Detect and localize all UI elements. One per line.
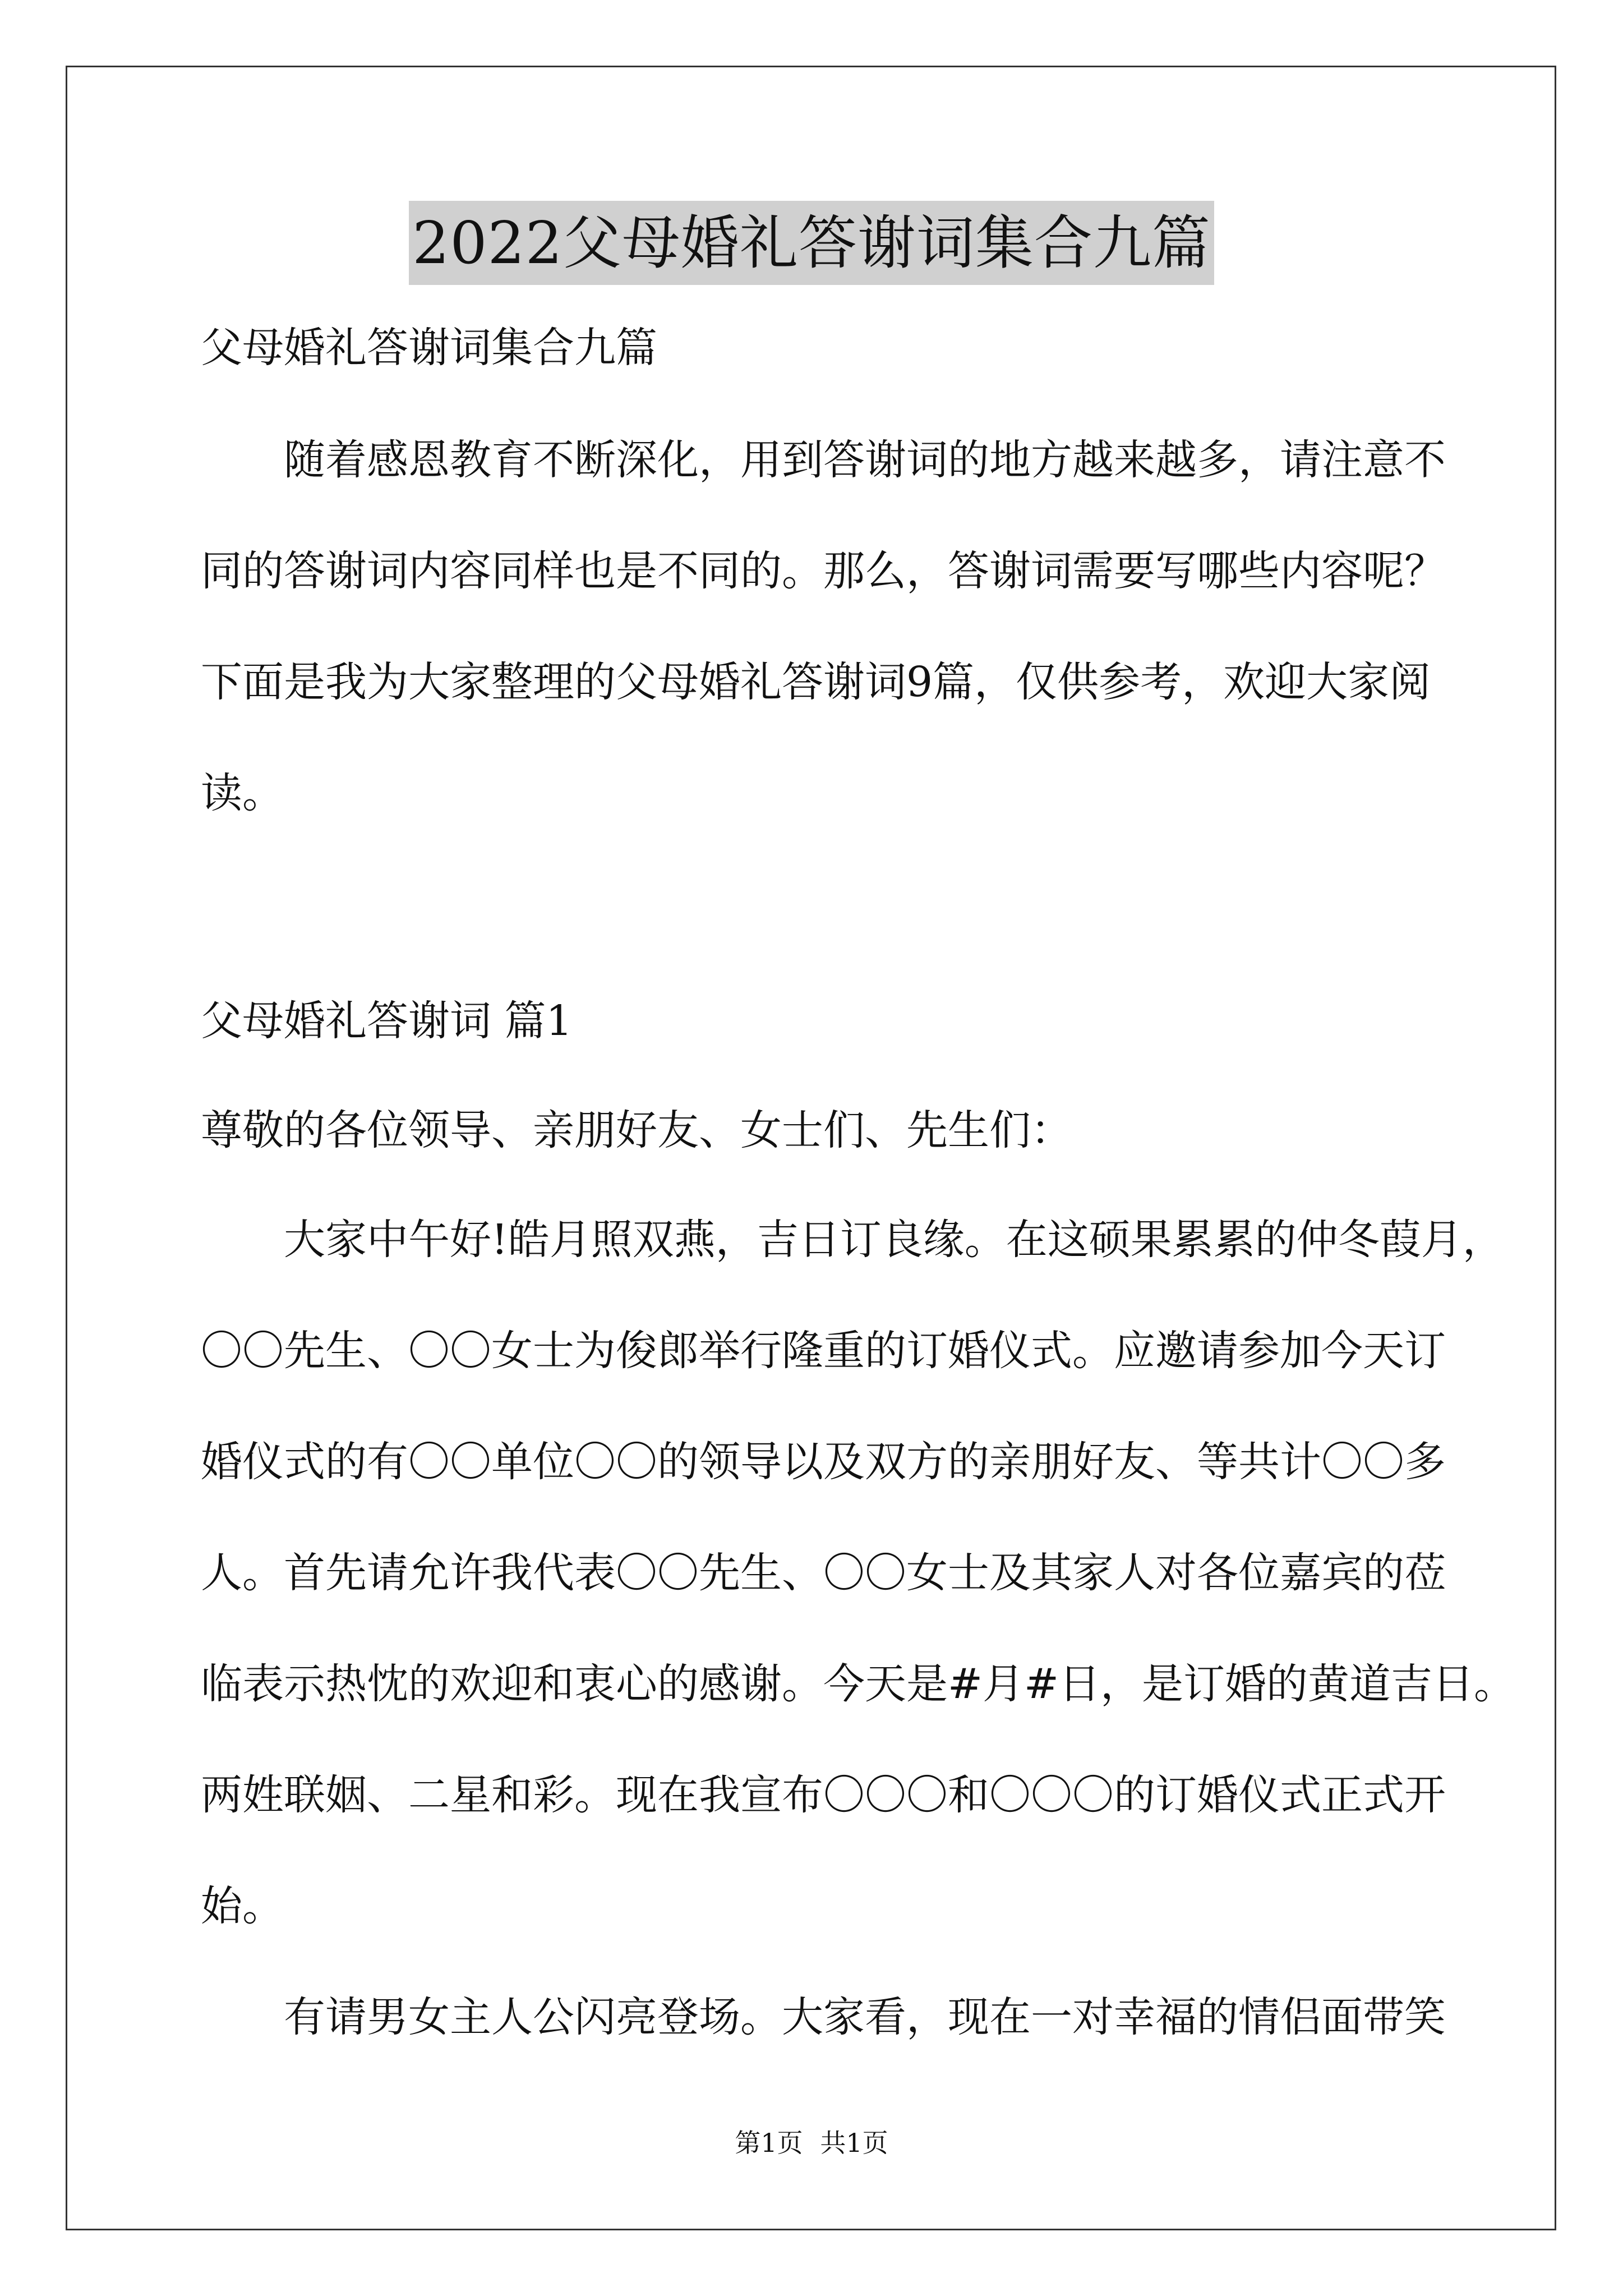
page-number: 第1页 <box>735 2128 803 2158</box>
page-footer <box>0 2126 1623 2160</box>
paragraph-line: 同的答谢词内容同样也是不同的。那么，答谢词需要写哪些内容呢？ <box>201 547 1446 595</box>
paragraph-line: 人。首先请允许我代表〇〇先生、〇〇女士及其家人对各位嘉宾的莅 <box>201 1549 1446 1597</box>
title-container <box>0 201 1623 285</box>
paragraph-line: 大家中午好!皓月照双燕，吉日订良缘。在这硕果累累的仲冬葭月， <box>284 1216 1504 1264</box>
paragraph-line: 始。 <box>201 1882 284 1930</box>
paragraph-line: 随着感恩教育不断深化，用到答谢词的地方越来越多，请注意不 <box>284 436 1446 484</box>
page-total: 共1页 <box>820 2128 888 2158</box>
subtitle-line: 父母婚礼答谢词集合九篇 <box>201 324 657 372</box>
paragraph-line: 读。 <box>201 769 284 817</box>
section-heading: 父母婚礼答谢词 篇1 <box>201 997 573 1045</box>
paragraph-line: 两姓联姻、二星和彩。现在我宣布〇〇〇和〇〇〇的订婚仪式正式开 <box>201 1771 1446 1819</box>
document-title: 2022父母婚礼答谢词集合九篇 <box>409 201 1214 285</box>
paragraph-line: 有请男女主人公闪亮登场。大家看，现在一对幸福的情侣面带笑 <box>284 1993 1446 2041</box>
paragraph-line: 〇〇先生、〇〇女士为俊郎举行隆重的订婚仪式。应邀请参加今天订 <box>201 1327 1446 1375</box>
salutation-line: 尊敬的各位领导、亲朋好友、女士们、先生们： <box>201 1106 1072 1154</box>
paragraph-line: 婚仪式的有〇〇单位〇〇的领导以及双方的亲朋好友、等共计〇〇多 <box>201 1438 1446 1486</box>
paragraph-line: 临表示热忱的欢迎和衷心的感谢。今天是#月#日，是订婚的黄道吉日。 <box>201 1660 1516 1708</box>
paragraph-line: 下面是我为大家整理的父母婚礼答谢词9篇，仅供参考，欢迎大家阅 <box>201 658 1431 706</box>
